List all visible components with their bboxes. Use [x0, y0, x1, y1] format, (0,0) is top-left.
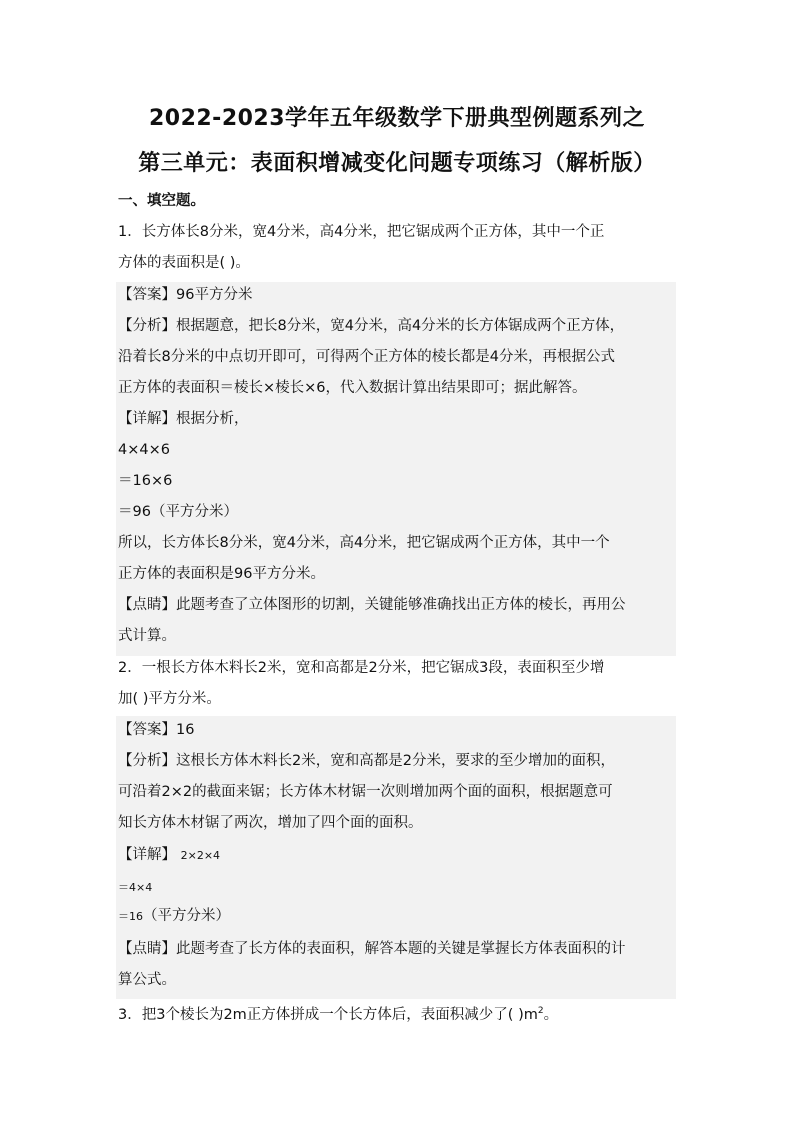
- q3-unit-superscript: 2: [537, 1006, 544, 1016]
- q1-comment-line2: 式计算。: [118, 628, 176, 644]
- q1-calc-line1: 4×4×6: [118, 442, 170, 458]
- q1-analysis-line1: 【分析】根据题意，把长8分米，宽4分米，高4分米的长方体锯成两个正方体，: [118, 318, 625, 334]
- q2-comment-line2: 算公式。: [118, 972, 176, 988]
- q1-analysis-line3: 正方体的表面积＝棱长×棱长×6，代入数据计算出结果即可；据此解答。: [118, 380, 587, 396]
- q2-text-line2: 加( )平方分米。: [118, 691, 221, 707]
- q3-text-end: 。: [543, 1006, 559, 1023]
- q1-answer: 【答案】96平方分米: [118, 287, 253, 303]
- q2-calc-value: ＝16: [118, 910, 143, 923]
- q2-analysis-line1: 【分析】这根长方体木料长2米，宽和高都是2分米，要求的至少增加的面积，: [118, 753, 615, 769]
- q2-calc-line2: [118, 906, 230, 927]
- q2-text-line1: 2．一根长方体木料长2米，宽和高都是2分米，把它锯成3段，表面积至少增: [118, 660, 605, 676]
- q3-text-line1: [118, 1001, 558, 1025]
- q1-text-line2: 方体的表面积是( )。: [118, 255, 250, 271]
- document-title-line2: 第三单元：表面积增减变化问题专项练习（解析版）: [138, 151, 656, 176]
- q2-comment-line1: 【点睛】此题考查了长方体的表面积，解答本题的关键是掌握长方体表面积的计: [118, 941, 626, 957]
- q2-calc-line1: ＝4×4: [118, 881, 153, 894]
- document-title-line1: 2022-2023学年五年级数学下册典型例题系列之: [148, 106, 646, 131]
- q1-text-line1: 1．长方体长8分米，宽4分米，高4分米，把它锯成两个正方体，其中一个正: [118, 224, 605, 240]
- q2-detail-formula: 2×2×4: [180, 849, 221, 862]
- q2-detail-row: [118, 845, 220, 866]
- q2-calc-unit: （平方分米）: [143, 908, 230, 924]
- q1-calc-line3: ＝96（平方分米）: [118, 504, 238, 520]
- q1-analysis-line2: 沿着长8分米的中点切开即可，可得两个正方体的棱长都是4分米，再根据公式: [118, 349, 615, 365]
- q1-conclusion-line2: 正方体的表面积是96平方分米。: [118, 566, 325, 582]
- q2-analysis-line3: 知长方体木材锯了两次，增加了四个面的面积。: [118, 815, 423, 831]
- q2-analysis-line2: 可沿着2×2的截面来锯；长方体木材锯一次则增加两个面的面积，根据题意可: [118, 784, 613, 800]
- section-heading: 一、填空题。: [118, 193, 205, 209]
- q1-calc-line2: ＝16×6: [118, 473, 173, 489]
- q1-detail-label: 【详解】根据分析，: [118, 411, 249, 427]
- q2-answer: 【答案】16: [118, 722, 195, 738]
- q2-detail-label: 【详解】: [118, 847, 176, 863]
- q1-comment-line1: 【点睛】此题考查了立体图形的切割，关键能够准确找出正方体的棱长，再用公: [118, 597, 626, 613]
- q1-conclusion-line1: 所以，长方体长8分米，宽4分米，高4分米，把它锯成两个正方体，其中一个: [118, 535, 610, 551]
- q3-text: 3．把3个棱长为2m正方体拼成一个长方体后，表面积减少了( )m: [118, 1006, 538, 1023]
